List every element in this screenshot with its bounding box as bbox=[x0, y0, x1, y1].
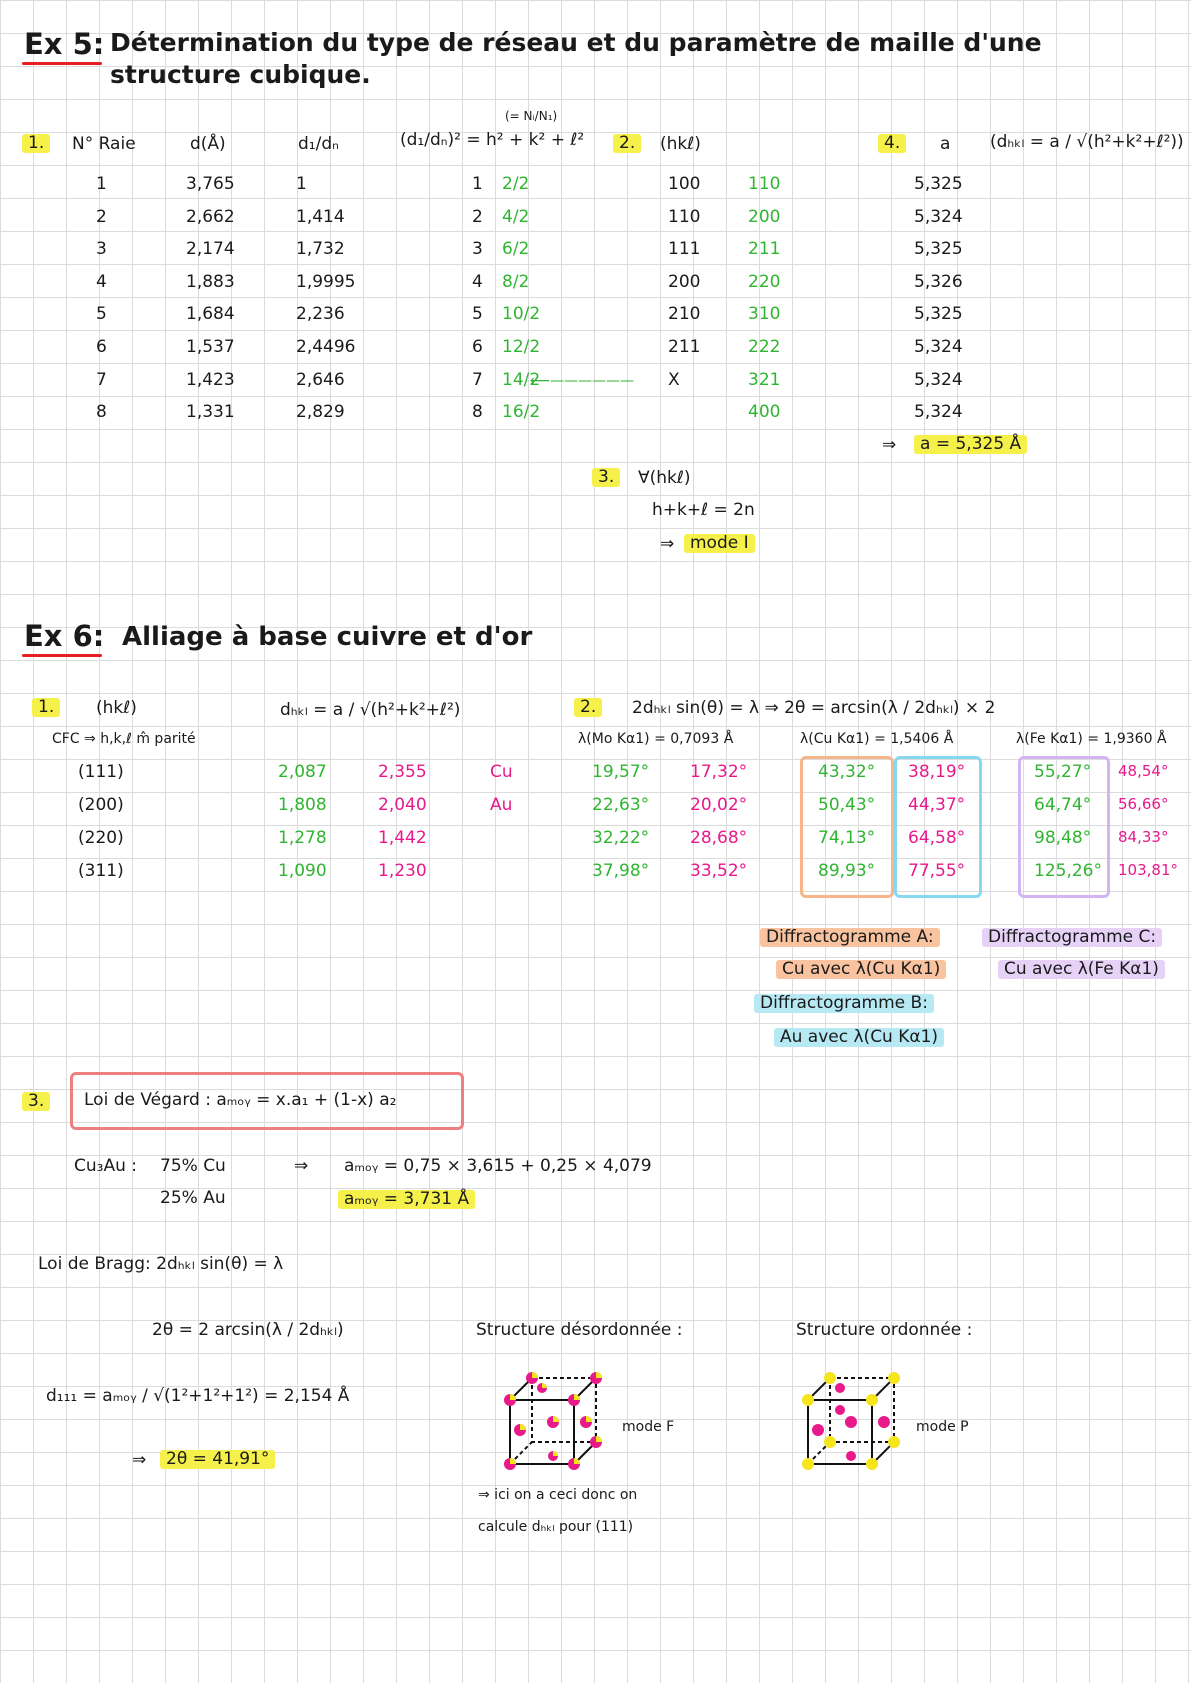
ex5-cell-i: 4 bbox=[472, 271, 483, 292]
vegard-implies: ⇒ bbox=[294, 1156, 309, 1176]
ex5-header-ratio-note: (= Nᵢ/N₁) bbox=[505, 109, 558, 123]
diffractogram-b: Diffractogramme B: bbox=[754, 994, 934, 1013]
ex5-cell-hkl: 100 bbox=[668, 174, 701, 194]
ex6-cell-mo2: 20,02° bbox=[690, 795, 748, 815]
ex6-lambda-cu: λ(Cu Kα1) = 1,5406 Å bbox=[800, 731, 954, 747]
ordered-cube-diagram bbox=[796, 1370, 906, 1480]
ex5-cell-hkl2: 220 bbox=[748, 271, 781, 292]
ex5-header-ratio: d₁/dₙ bbox=[298, 134, 339, 154]
ex5-cell-f: 2/2 bbox=[502, 174, 530, 194]
ex5-cell-f: 14/2 bbox=[502, 369, 541, 390]
ex6-cell-fe1: 64,74° bbox=[1034, 795, 1092, 815]
vegard-law: Loi de Végard : aₘₒᵧ = x.a₁ + (1-x) a₂ bbox=[84, 1090, 397, 1110]
ex5-cell-f: 8/2 bbox=[502, 271, 530, 292]
ex6-lambda-mo: λ(Mo Kα1) = 0,7093 Å bbox=[578, 731, 734, 747]
ex6-hkl-head: (hkℓ) bbox=[96, 698, 137, 718]
ex6-title-prefix: Ex 6: bbox=[24, 619, 105, 653]
ex6-underline bbox=[22, 654, 102, 657]
ex5-cell-r: 1 bbox=[296, 174, 307, 194]
ex5-title-prefix: Ex 5: bbox=[24, 27, 105, 61]
ex5-cell-f: 6/2 bbox=[502, 239, 530, 260]
ex5-cell-r: 1,9995 bbox=[296, 271, 356, 292]
ex6-dhkl-formula: dₕₖₗ = a / √(h²+k²+ℓ²) bbox=[280, 700, 461, 720]
note-line1: ⇒ ici on a ceci donc on bbox=[478, 1487, 638, 1503]
ex5-cell-i: 1 bbox=[472, 174, 483, 194]
ex6-cell-dcu: 2,087 bbox=[278, 762, 327, 782]
ex5-cell-d: 1,537 bbox=[186, 337, 235, 357]
ex5-a-result: a = 5,325 Å bbox=[914, 435, 1027, 454]
ex5-cell-hkl2: 400 bbox=[748, 402, 781, 423]
ex5-cell-i: 5 bbox=[472, 304, 483, 325]
ex5-cell-a: 5,325 bbox=[914, 304, 963, 325]
ex5-cell-r: 2,646 bbox=[296, 369, 345, 390]
ex5-cell-a: 5,324 bbox=[914, 369, 963, 390]
ex5-cell-i: 8 bbox=[472, 402, 483, 423]
ex6-cell-fe2: 48,54° bbox=[1118, 762, 1169, 780]
ex5-cell-f: 4/2 bbox=[502, 206, 530, 227]
ex6-cell-cu1: 50,43° bbox=[818, 795, 876, 815]
ex5-header-hkl: (hkℓ) bbox=[660, 134, 701, 154]
ex6-cell-fe2: 84,33° bbox=[1118, 828, 1169, 846]
ex6-cell-hkl: (200) bbox=[78, 795, 124, 815]
ex5-cell-hkl: 210 bbox=[668, 304, 701, 325]
diffractogram-b-desc: Au avec λ(Cu Kα1) bbox=[774, 1028, 944, 1047]
ex6-cell-mo2: 17,32° bbox=[690, 762, 748, 782]
ex6-cell-dcu: 1,278 bbox=[278, 828, 327, 848]
ex6-lambda-fe: λ(Fe Kα1) = 1,9360 Å bbox=[1016, 731, 1167, 747]
ex6-cfc-rule: CFC ⇒ h,k,ℓ m̂ parité bbox=[52, 731, 196, 747]
ex5-cell-hkl2: 310 bbox=[748, 304, 781, 325]
ex6-cell-cu2: 44,37° bbox=[908, 795, 966, 815]
ex5-cell-hkl2: 321 bbox=[748, 369, 781, 390]
ex5-cell-hkl2: 200 bbox=[748, 206, 781, 227]
ex5-cell-f: 16/2 bbox=[502, 402, 541, 423]
ex6-cell-cu1: 74,13° bbox=[818, 828, 876, 848]
ex5-header-a: a bbox=[940, 134, 951, 154]
ex5-cell-n: 4 bbox=[96, 271, 107, 292]
diffractogram-c-desc: Cu avec λ(Fe Kα1) bbox=[998, 960, 1165, 979]
ex6-cell-fe1: 125,26° bbox=[1034, 861, 1102, 881]
ex6-cell-dau: 1,442 bbox=[378, 828, 427, 848]
ex6-cell-fe1: 55,27° bbox=[1034, 762, 1092, 782]
ex5-cell-n: 7 bbox=[96, 369, 107, 390]
ex5-cell-r: 1,732 bbox=[296, 239, 345, 260]
two-theta-implies: ⇒ bbox=[132, 1450, 147, 1470]
ex5-cell-hkl: 111 bbox=[668, 239, 701, 260]
ex5-q3-mode: mode I bbox=[684, 534, 755, 553]
ex6-cell-hkl: (220) bbox=[78, 828, 124, 848]
ex6-cell-dau: 2,040 bbox=[378, 795, 427, 815]
ex5-title-line2: structure cubique. bbox=[110, 60, 371, 89]
ex6-au-label: Au bbox=[490, 795, 513, 815]
ex6-cell-mo1: 19,57° bbox=[592, 762, 650, 782]
ex5-cell-d: 1,883 bbox=[186, 271, 235, 292]
ex5-cell-r: 2,236 bbox=[296, 304, 345, 325]
ex5-header-raie: N° Raie bbox=[72, 134, 136, 154]
ex5-implies: ⇒ bbox=[882, 435, 897, 455]
ex5-cell-d: 1,331 bbox=[186, 402, 235, 423]
ex5-q3-label: 3. bbox=[592, 468, 620, 487]
ex6-cell-mo1: 32,22° bbox=[592, 828, 650, 848]
ex6-cu-label: Cu bbox=[490, 762, 513, 782]
ex6-cell-cu1: 89,93° bbox=[818, 861, 876, 881]
diffractogram-a: Diffractogramme A: bbox=[760, 928, 940, 947]
ex6-cell-dau: 1,230 bbox=[378, 861, 427, 881]
diffractogram-c: Diffractogramme C: bbox=[982, 928, 1162, 947]
note-line2: calcule dₕₖₗ pour (111) bbox=[478, 1519, 634, 1535]
ex6-q3-label: 3. bbox=[22, 1092, 50, 1111]
cu3au-pct-au: 25% Au bbox=[160, 1188, 226, 1208]
bragg-law: Loi de Bragg: 2dₕₖₗ sin(θ) = λ bbox=[38, 1254, 284, 1274]
amoy-result: aₘₒᵧ = 3,731 Å bbox=[338, 1190, 475, 1209]
ex5-cell-n: 2 bbox=[96, 206, 107, 227]
ex5-cell-i: 6 bbox=[472, 337, 483, 357]
ex6-cell-fe1: 98,48° bbox=[1034, 828, 1092, 848]
ex5-cell-i: 2 bbox=[472, 206, 483, 227]
ex6-cell-cu2: 64,58° bbox=[908, 828, 966, 848]
ex5-q3-implies: ⇒ bbox=[660, 534, 675, 554]
ex5-cell-a: 5,324 bbox=[914, 337, 963, 357]
ex5-cell-hkl: X bbox=[668, 369, 680, 390]
ex6-title: Alliage à base cuivre et d'or bbox=[122, 622, 533, 652]
ex5-formula-a: (dₕₖₗ = a / √(h²+k²+ℓ²)) bbox=[990, 132, 1184, 152]
ex5-q3-forall: ∀(hkℓ) bbox=[638, 468, 691, 488]
ex6-cell-cu1: 43,32° bbox=[818, 762, 876, 782]
ex6-cell-mo1: 37,98° bbox=[592, 861, 650, 881]
ex5-cell-hkl2: 211 bbox=[748, 239, 781, 260]
ex5-cell-r: 2,829 bbox=[296, 402, 345, 423]
ex6-cell-cu2: 38,19° bbox=[908, 762, 966, 782]
ex5-cell-d: 1,684 bbox=[186, 304, 235, 325]
ex5-cell-r: 2,4496 bbox=[296, 337, 356, 357]
ex5-cell-n: 5 bbox=[96, 304, 107, 325]
ex5-header-ratio-sq: (d₁/dₙ)² = h² + k² + ℓ² bbox=[400, 130, 585, 150]
ex6-q1-label: 1. bbox=[32, 698, 60, 717]
ex5-cell-i: 7 bbox=[472, 369, 483, 390]
ex6-cell-hkl: (111) bbox=[78, 762, 124, 782]
ex6-q2-label: 2. bbox=[574, 698, 602, 717]
ex5-cell-a: 5,325 bbox=[914, 239, 963, 260]
cu3au-pct-cu: 75% Cu bbox=[160, 1156, 226, 1176]
two-theta-result: 2θ = 41,91° bbox=[160, 1450, 275, 1469]
ex5-header-d: d(Å) bbox=[190, 134, 226, 154]
ex5-q1-label: 1. bbox=[22, 134, 50, 153]
ex5-cell-d: 2,174 bbox=[186, 239, 235, 260]
mode-p-label: mode P bbox=[916, 1419, 969, 1435]
ex5-cell-n: 6 bbox=[96, 337, 107, 357]
ex5-cell-a: 5,326 bbox=[914, 271, 963, 292]
ex6-cell-mo2: 28,68° bbox=[690, 828, 748, 848]
ex5-underline bbox=[22, 62, 102, 65]
ex5-cell-f: 12/2 bbox=[502, 337, 541, 357]
ex6-cell-hkl: (311) bbox=[78, 861, 124, 881]
ex5-cell-n: 8 bbox=[96, 402, 107, 423]
disordered-label: Structure désordonnée : bbox=[476, 1320, 683, 1340]
ex6-cell-dau: 2,355 bbox=[378, 762, 427, 782]
ex6-cell-mo2: 33,52° bbox=[690, 861, 748, 881]
ex6-cell-dcu: 1,808 bbox=[278, 795, 327, 815]
ex5-cell-n: 1 bbox=[96, 174, 107, 194]
ex5-arrow: ⟵—————— bbox=[530, 373, 635, 389]
ex5-cell-a: 5,325 bbox=[914, 174, 963, 194]
ex5-cell-a: 5,324 bbox=[914, 402, 963, 423]
ex6-cell-mo1: 22,63° bbox=[592, 795, 650, 815]
ex5-q3-sum: h+k+ℓ = 2n bbox=[652, 500, 755, 520]
cu3au-label: Cu₃Au : bbox=[74, 1156, 137, 1176]
ex5-cell-r: 1,414 bbox=[296, 206, 345, 227]
ex5-cell-i: 3 bbox=[472, 239, 483, 260]
ordered-label: Structure ordonnée : bbox=[796, 1320, 973, 1340]
ex5-cell-hkl: 110 bbox=[668, 206, 701, 227]
ex5-cell-hkl: 211 bbox=[668, 337, 701, 357]
diffractogram-a-desc: Cu avec λ(Cu Kα1) bbox=[776, 960, 946, 979]
disordered-cube-diagram bbox=[498, 1370, 608, 1480]
d111-calc: d₁₁₁ = aₘₒᵧ / √(1²+1²+1²) = 2,154 Å bbox=[46, 1386, 350, 1406]
ex5-cell-hkl2: 110 bbox=[748, 174, 781, 194]
ex5-cell-hkl2: 222 bbox=[748, 337, 781, 357]
ex5-q2-label: 2. bbox=[613, 134, 641, 153]
ex5-title-line1: Détermination du type de réseau et du paramètre de maille d'une bbox=[110, 28, 1042, 57]
ex5-cell-d: 2,662 bbox=[186, 206, 235, 227]
ex5-cell-a: 5,324 bbox=[914, 206, 963, 227]
amoy-calc: aₘₒᵧ = 0,75 × 3,615 + 0,25 × 4,079 bbox=[344, 1156, 652, 1176]
ex5-cell-f: 10/2 bbox=[502, 304, 541, 325]
ex6-cell-fe2: 56,66° bbox=[1118, 795, 1169, 813]
ex6-cell-cu2: 77,55° bbox=[908, 861, 966, 881]
ex6-cell-fe2: 103,81° bbox=[1118, 861, 1178, 879]
ex6-cell-dcu: 1,090 bbox=[278, 861, 327, 881]
two-theta-formula: 2θ = 2 arcsin(λ / 2dₕₖₗ) bbox=[152, 1320, 344, 1340]
ex6-bragg-q2: 2dₕₖₗ sin(θ) = λ ⇒ 2θ = arcsin(λ / 2dₕₖₗ) × 2 bbox=[632, 698, 996, 718]
ex5-cell-d: 3,765 bbox=[186, 174, 235, 194]
ex5-q4-label: 4. bbox=[878, 134, 906, 153]
ex5-cell-n: 3 bbox=[96, 239, 107, 260]
mode-f-label: mode F bbox=[622, 1419, 675, 1435]
ex5-cell-d: 1,423 bbox=[186, 369, 235, 390]
ex5-cell-hkl: 200 bbox=[668, 271, 701, 292]
